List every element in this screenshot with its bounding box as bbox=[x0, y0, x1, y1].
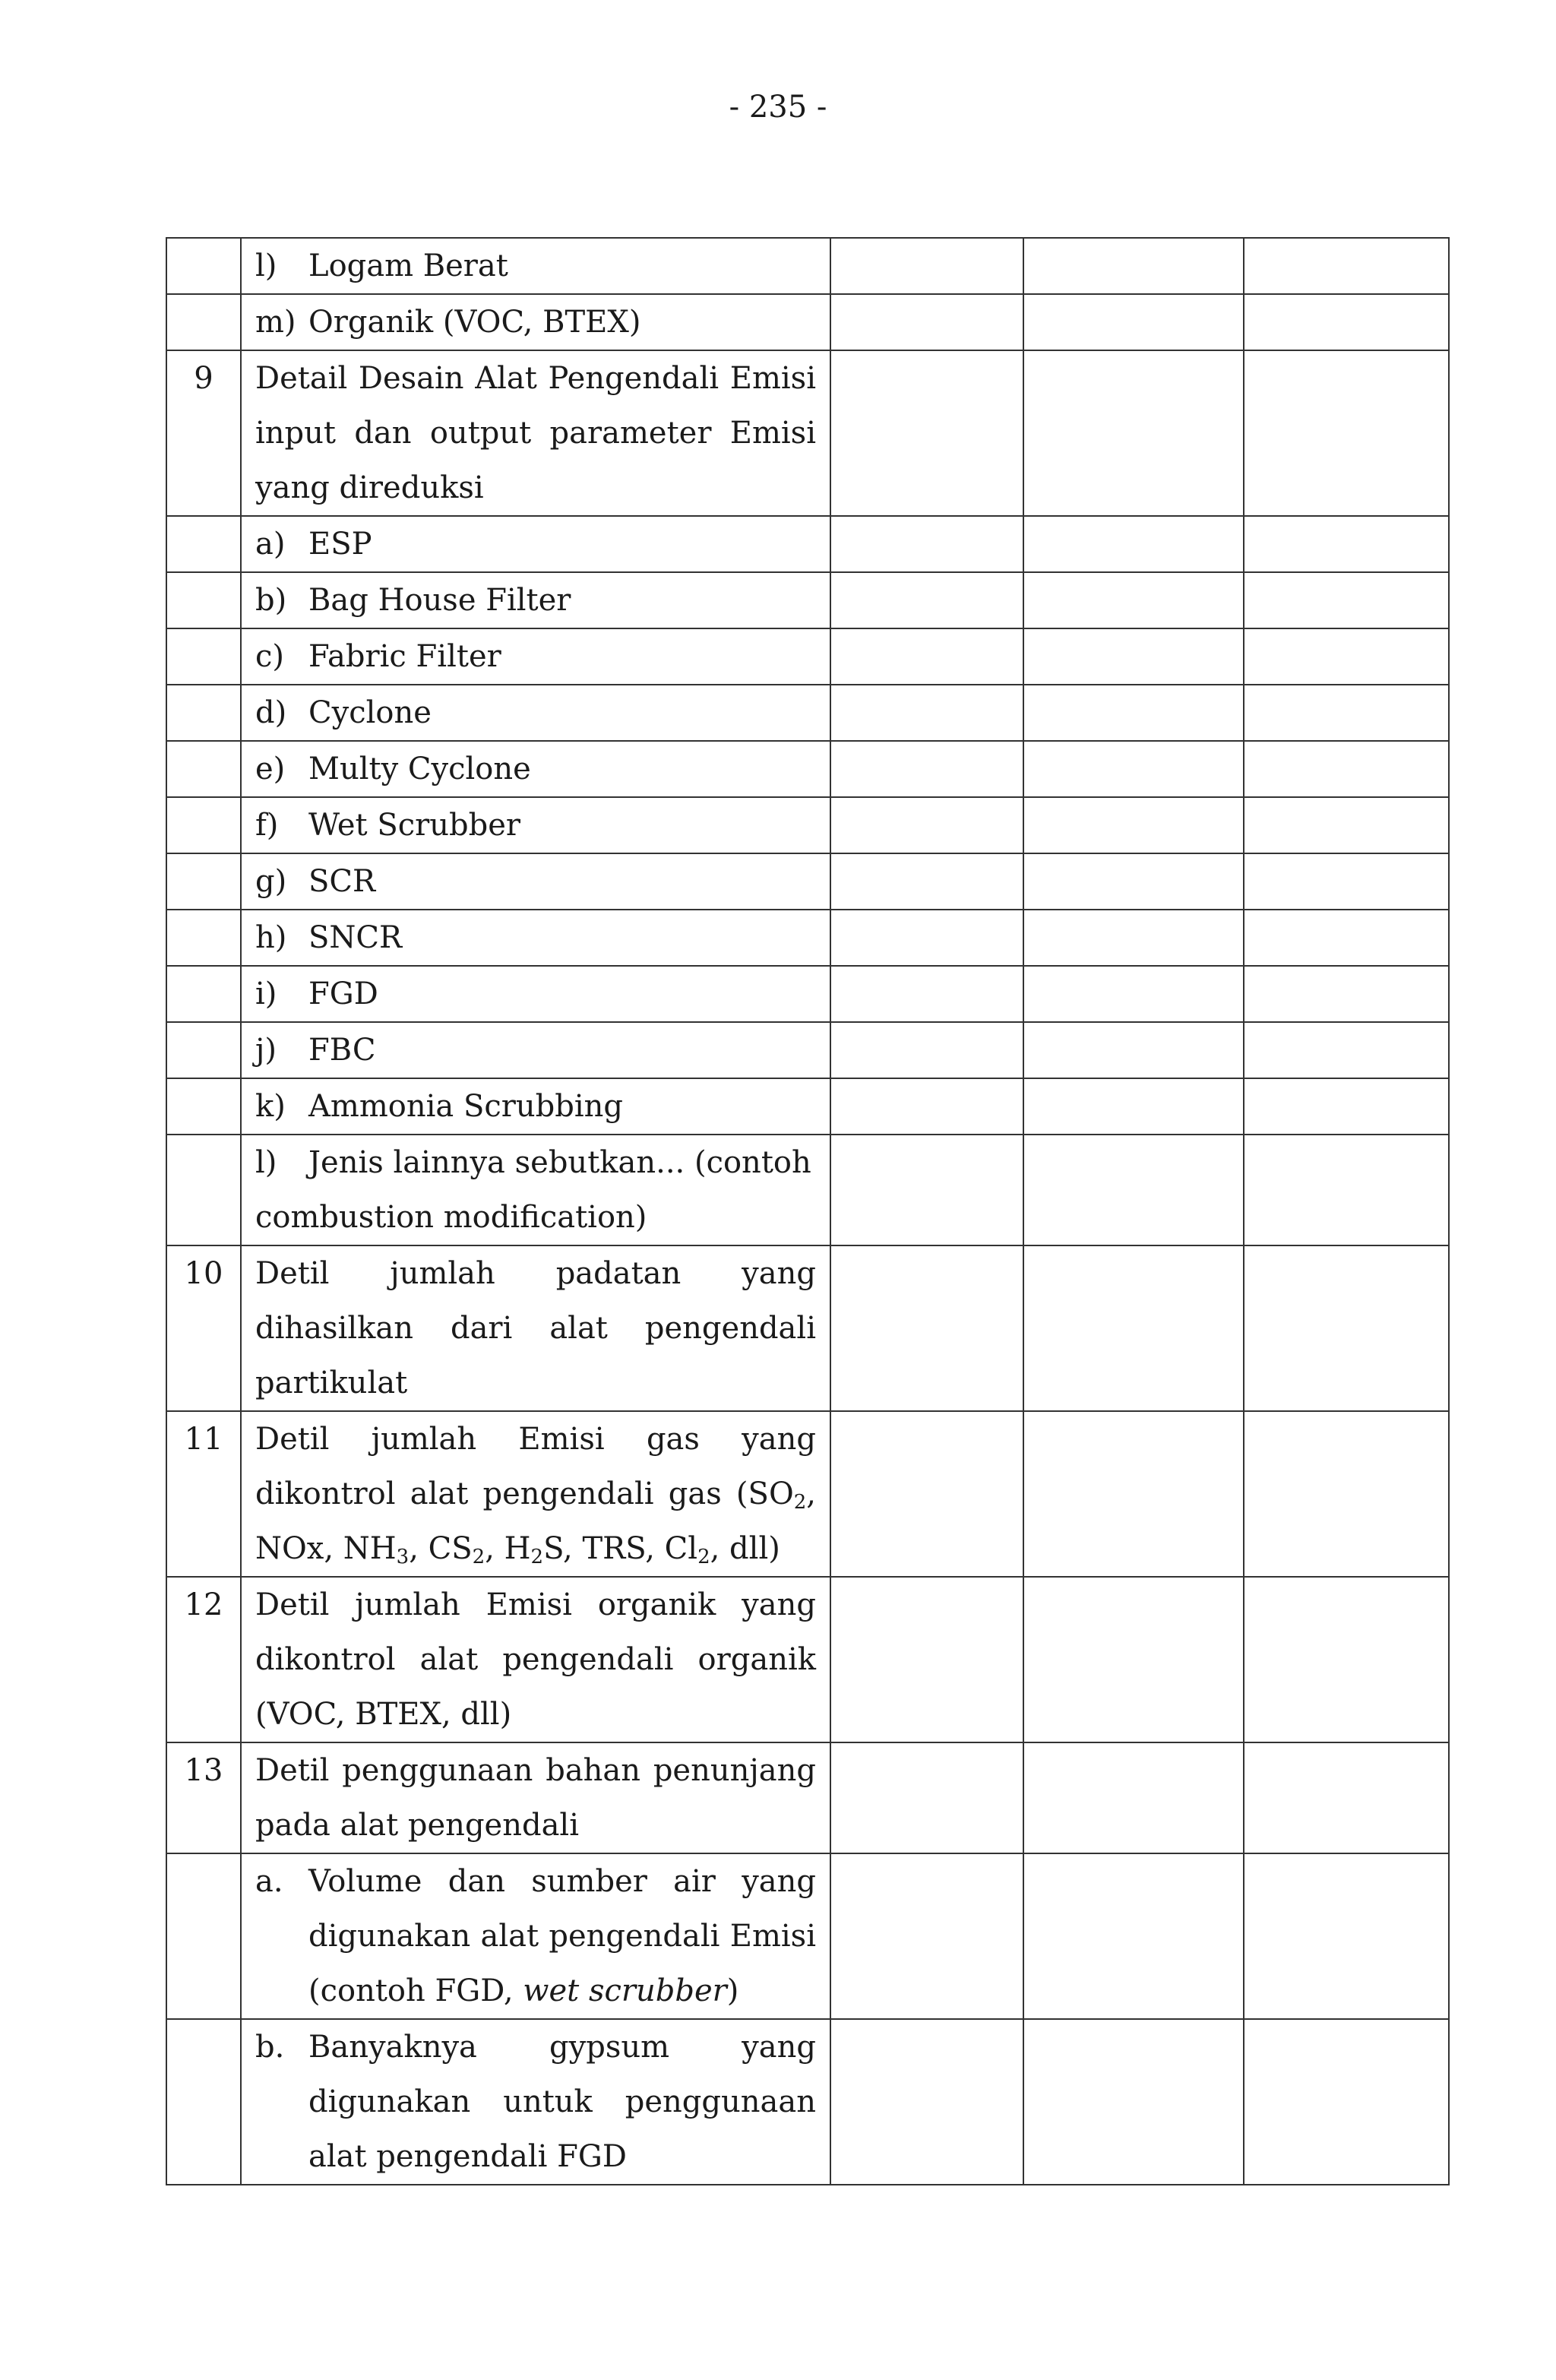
table-row bbox=[166, 628, 1449, 685]
blank-cell[interactable] bbox=[1244, 350, 1449, 516]
item-text: Logam Berat bbox=[308, 248, 508, 283]
blank-cell[interactable] bbox=[830, 1577, 1023, 1742]
blank-cell[interactable] bbox=[1023, 294, 1244, 350]
blank-cell[interactable] bbox=[1244, 685, 1449, 741]
row-number bbox=[166, 910, 241, 966]
row-description: Detil jumlah padatan yang dihasilkan dari alat pengendali partikulat bbox=[241, 1245, 830, 1411]
blank-cell[interactable] bbox=[830, 797, 1023, 853]
blank-cell[interactable] bbox=[1244, 1742, 1449, 1853]
row-description bbox=[241, 741, 830, 797]
blank-cell[interactable] bbox=[1023, 2019, 1244, 2185]
blank-cell[interactable] bbox=[1244, 1135, 1449, 1245]
item-label: l) bbox=[255, 248, 277, 283]
row-number bbox=[166, 516, 241, 572]
row-description bbox=[241, 572, 830, 628]
row-number: 9 bbox=[166, 350, 241, 516]
blank-cell[interactable] bbox=[1244, 797, 1449, 853]
text-part: , CS bbox=[409, 1531, 473, 1566]
row-number bbox=[166, 294, 241, 350]
row-description bbox=[241, 294, 830, 350]
item-text: FBC bbox=[308, 1033, 376, 1068]
row-number bbox=[166, 966, 241, 1022]
item-label: l) bbox=[255, 1145, 277, 1180]
row-description bbox=[241, 2019, 830, 2185]
row-description bbox=[241, 685, 830, 741]
blank-cell[interactable] bbox=[1023, 910, 1244, 966]
row-number bbox=[166, 238, 241, 294]
blank-cell[interactable] bbox=[1023, 1411, 1244, 1577]
table-row bbox=[166, 1245, 1449, 1411]
blank-cell[interactable] bbox=[1244, 1853, 1449, 2019]
table-row bbox=[166, 2019, 1449, 2185]
blank-cell[interactable] bbox=[830, 966, 1023, 1022]
row-number bbox=[166, 572, 241, 628]
blank-cell[interactable] bbox=[830, 2019, 1023, 2185]
item-label: e) bbox=[255, 752, 286, 786]
item-label: d) bbox=[255, 695, 287, 730]
row-description bbox=[241, 853, 830, 910]
table-row bbox=[166, 238, 1449, 294]
table-row bbox=[166, 685, 1449, 741]
item-label: i) bbox=[255, 976, 277, 1011]
page-number: - 235 - bbox=[729, 90, 827, 125]
blank-cell[interactable] bbox=[1023, 685, 1244, 741]
row-description bbox=[241, 1022, 830, 1078]
blank-cell[interactable] bbox=[830, 628, 1023, 685]
table-row bbox=[166, 1853, 1449, 2019]
blank-cell[interactable] bbox=[1023, 1742, 1244, 1853]
item-text bbox=[308, 1854, 816, 2018]
emission-control-table bbox=[166, 237, 1450, 2185]
item-label: b) bbox=[255, 583, 287, 618]
table-row bbox=[166, 1411, 1449, 1577]
item-label: j) bbox=[255, 1033, 277, 1068]
blank-cell[interactable] bbox=[1023, 572, 1244, 628]
subscript: 2 bbox=[793, 1491, 807, 1514]
row-number bbox=[166, 1022, 241, 1078]
row-number: 12 bbox=[166, 1577, 241, 1742]
subscript: 2 bbox=[472, 1546, 485, 1568]
blank-cell[interactable] bbox=[1244, 910, 1449, 966]
blank-cell[interactable] bbox=[1023, 238, 1244, 294]
blank-cell[interactable] bbox=[1023, 1078, 1244, 1135]
item-label: a. bbox=[255, 1864, 283, 1899]
row-description bbox=[241, 628, 830, 685]
item-text: Ammonia Scrubbing bbox=[308, 1089, 624, 1124]
blank-cell[interactable] bbox=[1244, 294, 1449, 350]
item-text: Jenis lainnya sebutkan... (contoh bbox=[308, 1145, 811, 1180]
item-text: Organik (VOC, BTEX) bbox=[308, 305, 641, 340]
row-description bbox=[241, 238, 830, 294]
table-row bbox=[166, 1742, 1449, 1853]
text-part: , dll) bbox=[710, 1531, 780, 1566]
table-row bbox=[166, 1135, 1449, 1245]
item-text: Bag House Filter bbox=[308, 583, 571, 618]
blank-cell[interactable] bbox=[830, 572, 1023, 628]
item-text: SCR bbox=[308, 864, 376, 899]
item-text: Banyaknya gypsum yang digunakan untuk penggunaan alat pengendali FGD bbox=[308, 2030, 816, 2174]
item-label: a) bbox=[255, 527, 286, 562]
blank-cell[interactable] bbox=[830, 1411, 1023, 1577]
item-text-continued: combustion modification) bbox=[255, 1200, 647, 1235]
row-number bbox=[166, 685, 241, 741]
table-row bbox=[166, 966, 1449, 1022]
blank-cell[interactable] bbox=[830, 350, 1023, 516]
blank-cell[interactable] bbox=[1023, 741, 1244, 797]
subscript: 2 bbox=[697, 1546, 710, 1568]
row-description bbox=[241, 797, 830, 853]
table-row bbox=[166, 853, 1449, 910]
item-label: h) bbox=[255, 920, 287, 955]
blank-cell[interactable] bbox=[1244, 572, 1449, 628]
text-part: , H bbox=[485, 1531, 531, 1566]
blank-cell[interactable] bbox=[1244, 966, 1449, 1022]
row-number bbox=[166, 853, 241, 910]
row-number bbox=[166, 1078, 241, 1135]
item-text: FGD bbox=[308, 976, 378, 1011]
text-part: , NOx, NH bbox=[255, 1476, 816, 1566]
blank-cell[interactable] bbox=[830, 1078, 1023, 1135]
blank-cell[interactable] bbox=[1023, 628, 1244, 685]
item-text: SNCR bbox=[308, 920, 403, 955]
row-number bbox=[166, 1853, 241, 2019]
item-text: Fabric Filter bbox=[308, 639, 501, 674]
table-row bbox=[166, 350, 1449, 516]
subscript: 2 bbox=[530, 1546, 544, 1568]
text-italic: wet scrubber bbox=[523, 1973, 727, 2008]
blank-cell[interactable] bbox=[1023, 1135, 1244, 1245]
table-row bbox=[166, 797, 1449, 853]
item-text: ESP bbox=[308, 527, 372, 562]
blank-cell[interactable] bbox=[830, 1135, 1023, 1245]
table-row bbox=[166, 910, 1449, 966]
table-row bbox=[166, 1078, 1449, 1135]
blank-cell[interactable] bbox=[830, 741, 1023, 797]
blank-cell[interactable] bbox=[830, 516, 1023, 572]
blank-cell[interactable] bbox=[830, 1853, 1023, 2019]
row-description bbox=[241, 1853, 830, 2019]
text-part: S, TRS, Cl bbox=[543, 1531, 698, 1566]
row-number bbox=[166, 1135, 241, 1245]
item-label: k) bbox=[255, 1089, 286, 1124]
text-part: Volume dan sumber air yang digunakan alat pengendali Emisi (contoh FGD, bbox=[308, 1864, 816, 2008]
item-label: c) bbox=[255, 639, 285, 674]
row-description bbox=[241, 1411, 830, 1577]
blank-cell[interactable] bbox=[1244, 1245, 1449, 1411]
item-label: b. bbox=[255, 2030, 285, 2065]
row-number bbox=[166, 741, 241, 797]
row-description bbox=[241, 1135, 830, 1245]
item-label: g) bbox=[255, 864, 287, 899]
blank-cell[interactable] bbox=[1023, 1022, 1244, 1078]
row-number bbox=[166, 797, 241, 853]
row-number bbox=[166, 2019, 241, 2185]
blank-cell[interactable] bbox=[1023, 516, 1244, 572]
table-row bbox=[166, 294, 1449, 350]
row-description: Detil penggunaan bahan penunjang pada alat pengendali bbox=[241, 1742, 830, 1853]
blank-cell[interactable] bbox=[830, 1245, 1023, 1411]
blank-cell[interactable] bbox=[1023, 1577, 1244, 1742]
blank-cell[interactable] bbox=[1244, 2019, 1449, 2185]
item-label: m) bbox=[255, 305, 296, 340]
blank-cell[interactable] bbox=[1244, 853, 1449, 910]
row-description: Detail Desain Alat Pengendali Emisi input dan output parameter Emisi yang direduksi bbox=[241, 350, 830, 516]
row-description bbox=[241, 966, 830, 1022]
item-label: f) bbox=[255, 808, 279, 843]
blank-cell[interactable] bbox=[830, 238, 1023, 294]
row-number bbox=[166, 628, 241, 685]
blank-cell[interactable] bbox=[830, 1022, 1023, 1078]
blank-cell[interactable] bbox=[1023, 966, 1244, 1022]
blank-cell[interactable] bbox=[1244, 238, 1449, 294]
blank-cell[interactable] bbox=[1023, 797, 1244, 853]
blank-cell[interactable] bbox=[1023, 1853, 1244, 2019]
row-description: Detil jumlah Emisi organik yang dikontrol alat pengendali organik (VOC, BTEX, dll) bbox=[241, 1577, 830, 1742]
blank-cell[interactable] bbox=[1244, 1577, 1449, 1742]
row-number: 13 bbox=[166, 1742, 241, 1853]
blank-cell[interactable] bbox=[1023, 350, 1244, 516]
blank-cell[interactable] bbox=[1023, 853, 1244, 910]
text-part: Detil jumlah Emisi gas yang dikontrol alat pengendali gas (SO bbox=[255, 1422, 816, 1511]
item-text: Cyclone bbox=[308, 695, 432, 730]
table-row bbox=[166, 1022, 1449, 1078]
row-number: 11 bbox=[166, 1411, 241, 1577]
blank-cell[interactable] bbox=[1244, 1078, 1449, 1135]
row-number: 10 bbox=[166, 1245, 241, 1411]
blank-cell[interactable] bbox=[1023, 1245, 1244, 1411]
text-part: ) bbox=[726, 1973, 739, 2008]
blank-cell[interactable] bbox=[1244, 516, 1449, 572]
blank-cell[interactable] bbox=[830, 853, 1023, 910]
blank-cell[interactable] bbox=[1244, 741, 1449, 797]
item-text: Multy Cyclone bbox=[308, 752, 531, 786]
blank-cell[interactable] bbox=[1244, 1411, 1449, 1577]
item-text: Wet Scrubber bbox=[308, 808, 521, 843]
blank-cell[interactable] bbox=[830, 910, 1023, 966]
row-description bbox=[241, 1078, 830, 1135]
blank-cell[interactable] bbox=[1244, 1022, 1449, 1078]
row-description bbox=[241, 516, 830, 572]
blank-cell[interactable] bbox=[830, 294, 1023, 350]
row-description bbox=[241, 910, 830, 966]
blank-cell[interactable] bbox=[830, 685, 1023, 741]
subscript: 3 bbox=[396, 1546, 410, 1568]
table-row bbox=[166, 572, 1449, 628]
blank-cell[interactable] bbox=[1244, 628, 1449, 685]
table-row bbox=[166, 741, 1449, 797]
blank-cell[interactable] bbox=[830, 1742, 1023, 1853]
table-row bbox=[166, 516, 1449, 572]
table-row bbox=[166, 1577, 1449, 1742]
